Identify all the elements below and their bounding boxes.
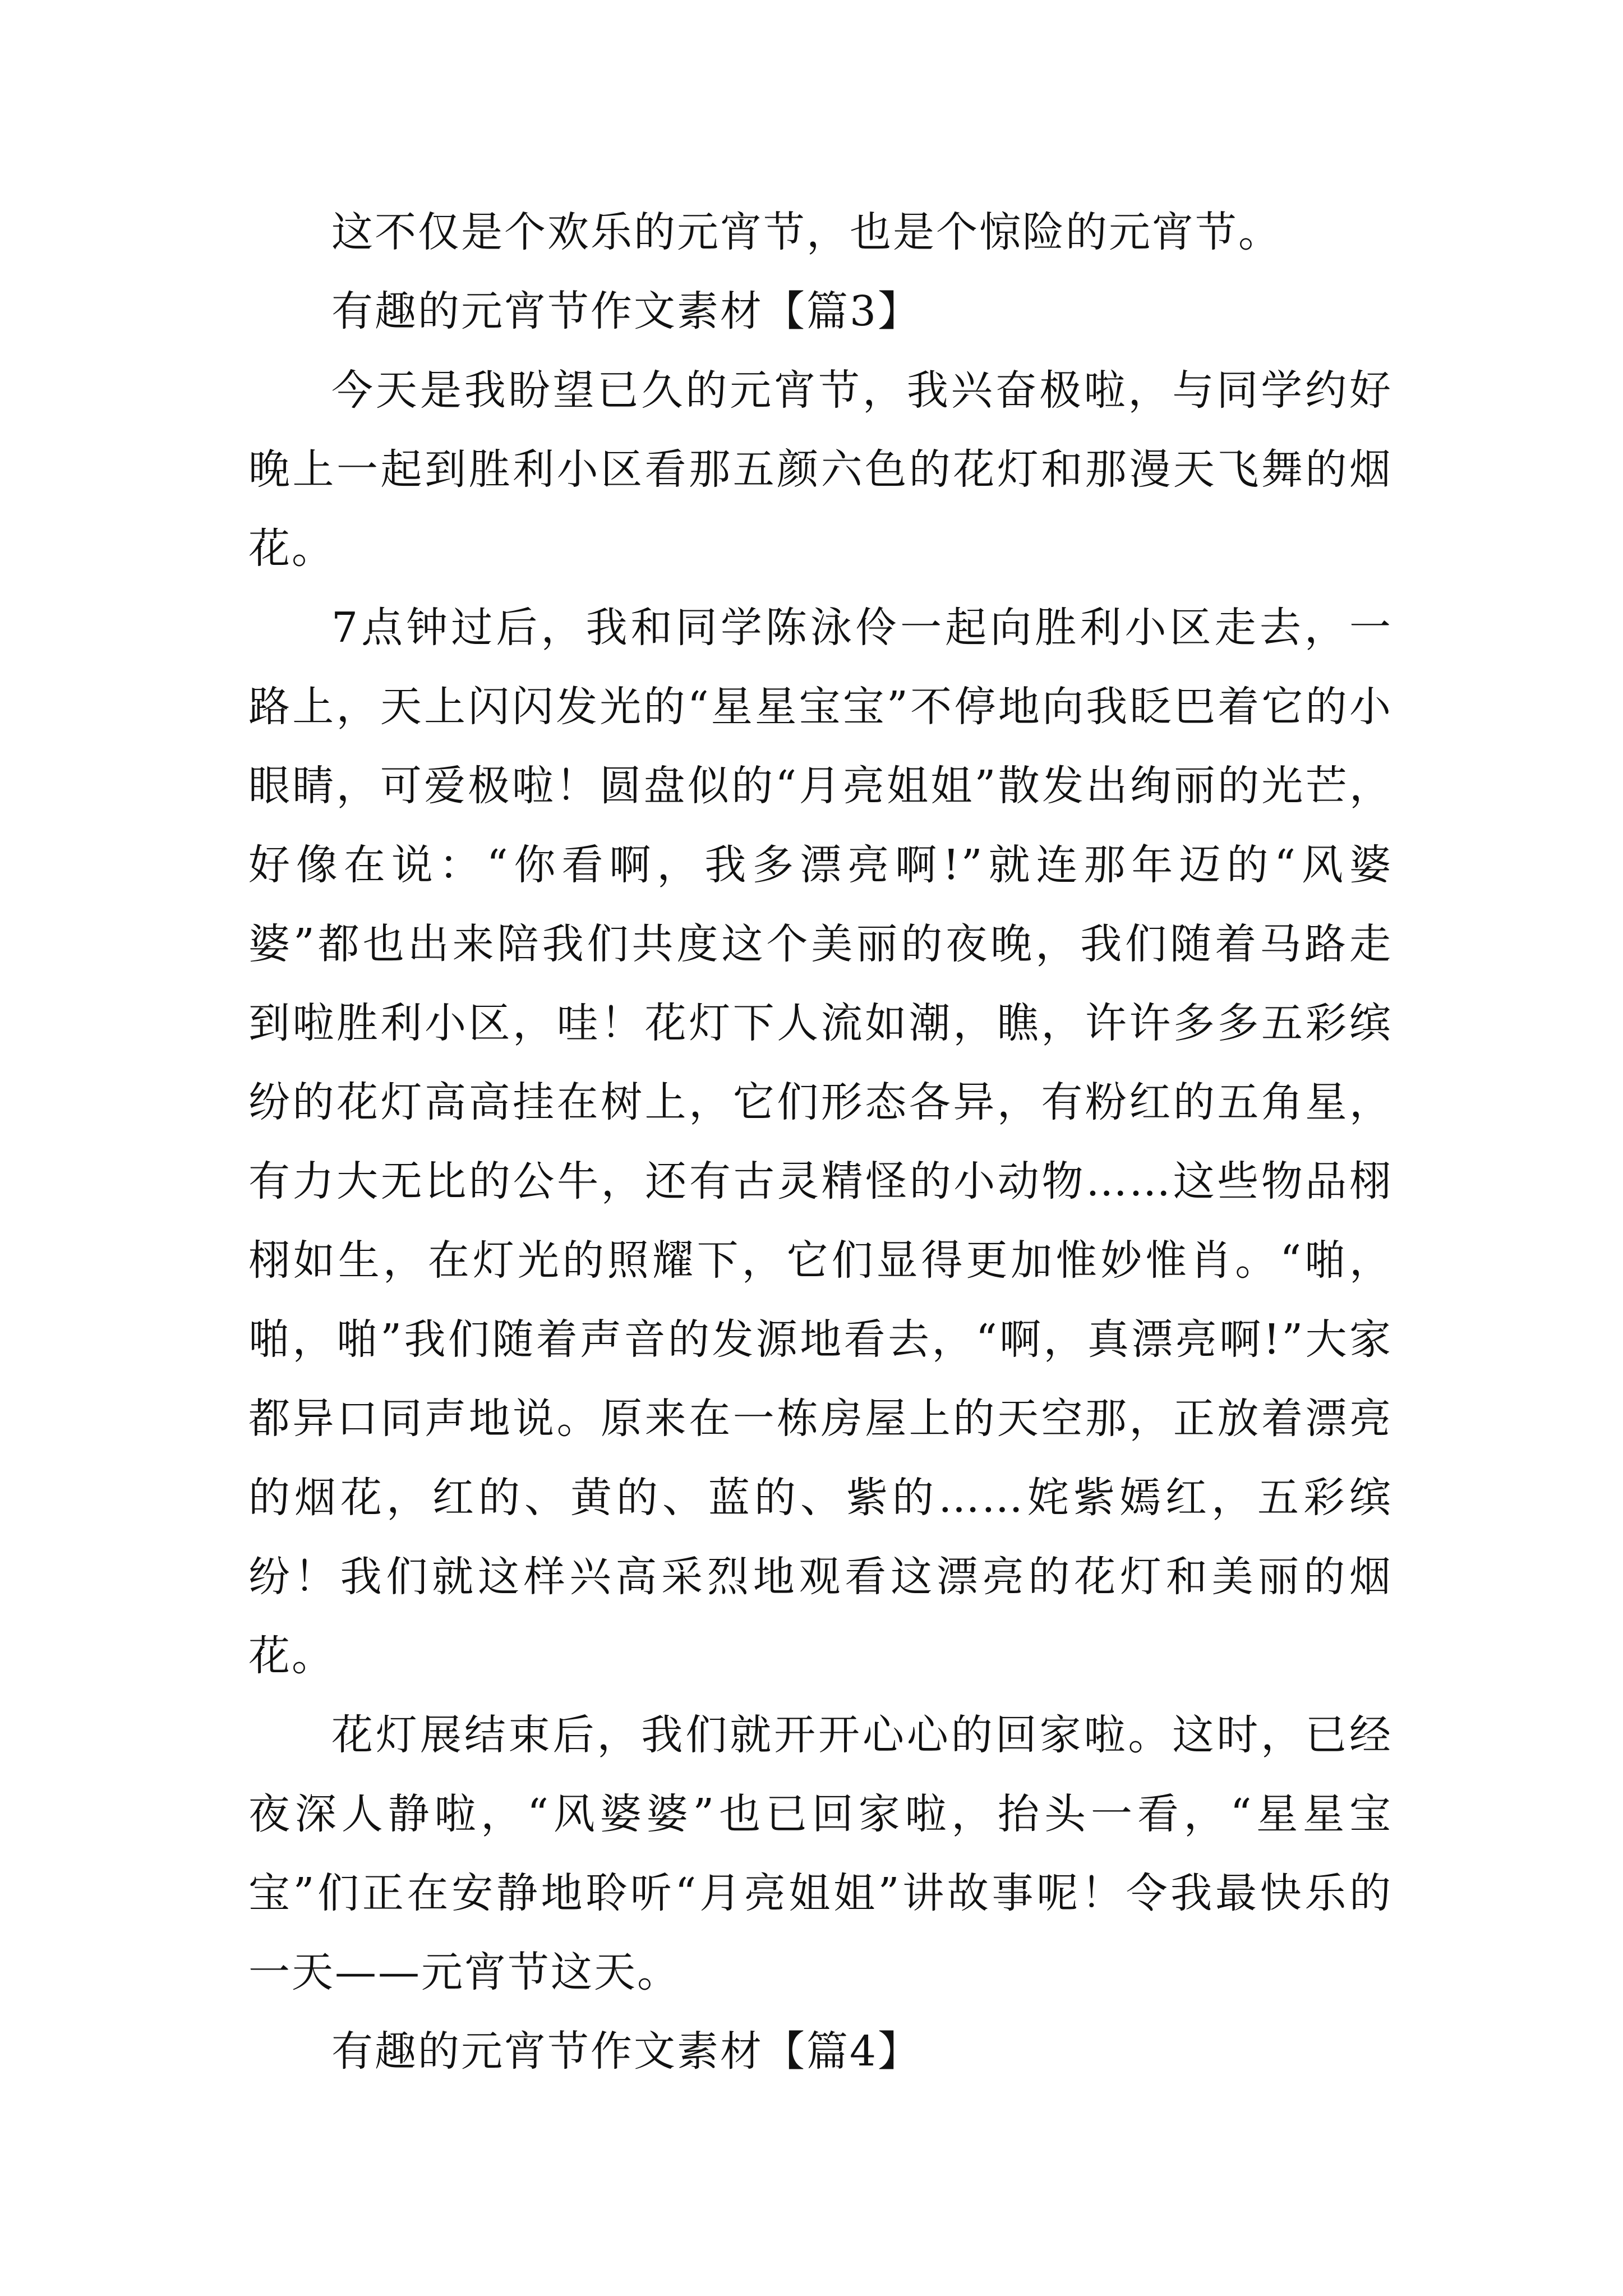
section-heading-4: 有趣的元宵节作文素材【篇4】 (331, 2027, 921, 2076)
section-heading-3: 有趣的元宵节作文素材【篇3】 (331, 287, 921, 335)
body-paragraph-intro: 今天是我盼望已久的元宵节，我兴奋极啦，与同学约好晚上一起到胜利小区看那五颜六色的花灯和那漫天飞舞的烟花。 (248, 366, 1393, 573)
body-paragraph-main: 7点钟过后，我和同学陈泳伶一起向胜利小区走去，一路上，天上闪闪发光的“星星宝宝”不停地向我眨巴着它的小眼睛，可爱极啦！圆盘似的“月亮姐姐”散发出绚丽的光芒，好像在说：“你看啊，我多漂亮啊!”就连那年迈的“风婆婆”都也出来陪我们共度这个美丽的夜晚，我们随着马路走到啦胜利小区，哇！花灯下人流如潮，瞧，许许多多五彩缤纷的花灯高高挂在树上，它们形态各异，有粉红的五角星，有力大无比的公牛，还有古灵精怪的小动物……这些物品栩栩如生，在灯光的照耀下，它们显得更加惟妙惟肖。“啪，啪，啪”我们随着声音的发源地看去，“啊，真漂亮啊!”大家都异口同声地说。原来在一栋房屋上的天空那，正放着漂亮的烟花，红的、黄的、蓝的、紫的……姹紫嫣红，五彩缤纷！我们就这样兴高采烈地观看这漂亮的花灯和美丽的烟花。 (248, 604, 1393, 1680)
closing-sentence: 这不仅是个欢乐的元宵节，也是个惊险的元宵节。 (331, 208, 1281, 256)
body-paragraph-ending: 花灯展结束后，我们就开开心心的回家啦。这时，已经夜深人静啦，“风婆婆”也已回家啦，抬头一看，“星星宝宝”们正在安静地聆听“月亮姐姐”讲故事呢！令我最快乐的一天——元宵节这天。 (248, 1711, 1393, 1996)
document-body (248, 193, 1393, 2091)
